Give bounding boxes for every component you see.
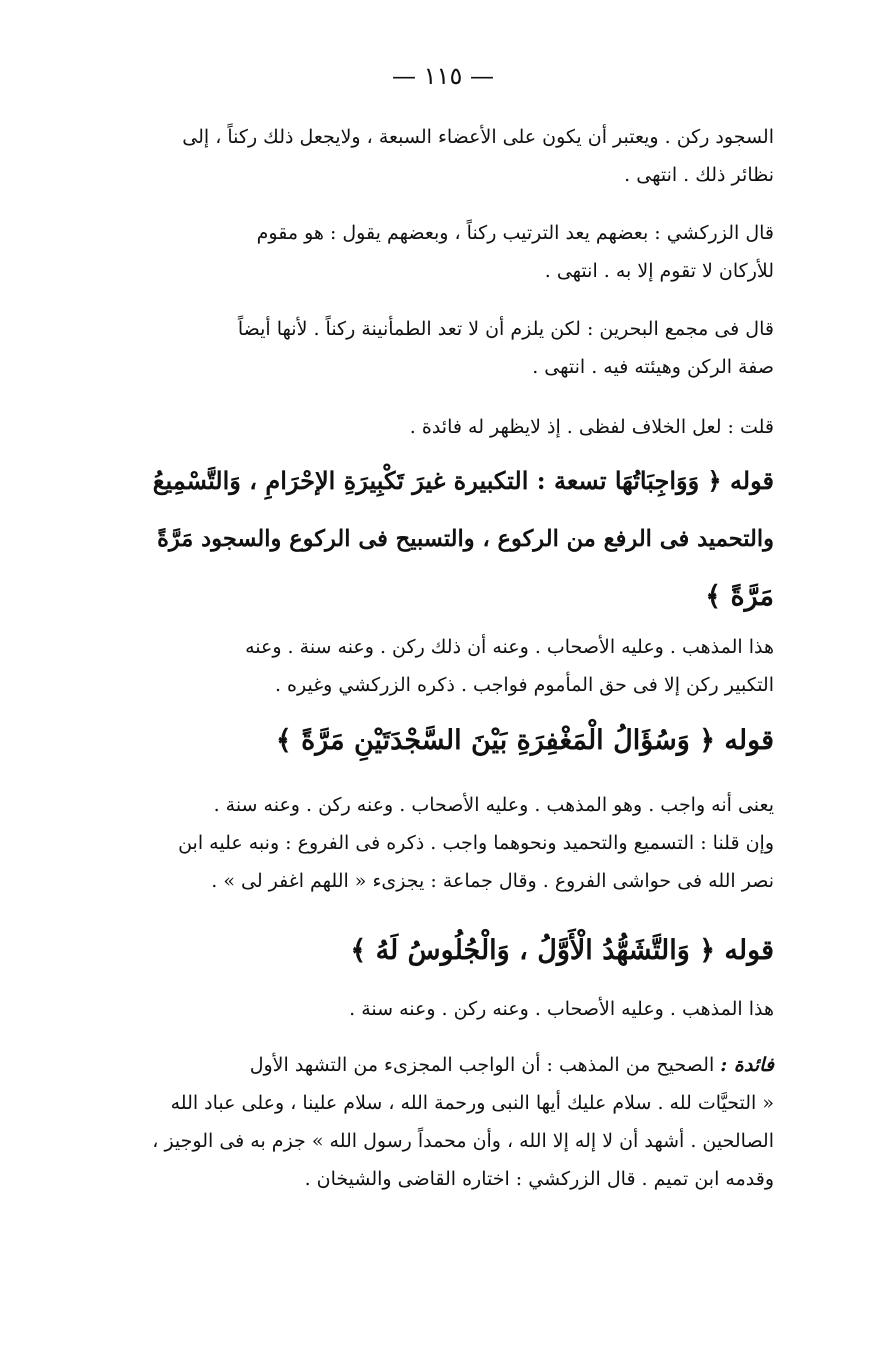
heading-line: مَرَّةً ﴾: [705, 581, 774, 612]
heading-line: قوله ﴿ وَوَاجِبَاتُهَا تسعة : التكبيرة غيرَ تَكْبِيرَةِ الإحْرَامِ ، وَالتَّسْمِيعُ: [152, 466, 774, 495]
paragraph: [152, 214, 774, 290]
text-line: قال الزركشي : بعضهم يعد الترتيب ركناً ، وبعضهم يقول : هو مقوم: [256, 222, 774, 244]
text-line: نصر الله فى حواشى الفروع . وقال جماعة : يجزىء « اللهم اغفر لى » .: [211, 870, 774, 892]
page-number: — ١١٥ —: [392, 62, 494, 90]
text-line: يعنى أنه واجب . وهو المذهب . وعليه الأصحاب . وعنه ركن . وعنه سنة .: [213, 794, 774, 816]
text-line: نظائر ذلك . انتهى .: [624, 164, 774, 186]
text-line: « التحيَّات لله . سلام عليك أيها النبى ورحمة الله ، سلام علينا ، وعلى عباد الله: [170, 1092, 774, 1114]
text-line: صفة الركن وهيئته فيه . انتهى .: [532, 356, 774, 378]
text-line: هذا المذهب . وعليه الأصحاب . وعنه أن ذلك ركن . وعنه سنة . وعنه: [245, 636, 774, 658]
text-line: هذا المذهب . وعليه الأصحاب . وعنه ركن . وعنه سنة .: [349, 998, 774, 1020]
text-line: التكبير ركن إلا فى حق المأموم فواجب . ذكره الزركشي وغيره .: [274, 674, 774, 696]
paragraph: [152, 786, 774, 900]
note-text: الصحيح من المذهب : أن الواجب المجزىء من التشهد الأول: [249, 1054, 715, 1076]
heading-quote: [152, 712, 774, 770]
text-line: قلت : لعل الخلاف لفظى . إذ لايظهر له فائدة .: [409, 416, 774, 438]
text-line: الصالحين . أشهد أن لا إله إلا الله ، وأن محمداً رسول الله » جزم به فى الوجيز ،: [152, 1130, 774, 1152]
heading-line: قوله ﴿ وَالتَّشَهُّدُ الْأَوَّلُ ، وَالْجُلُوسُ لَهُ ﴾: [350, 935, 774, 966]
heading-quote: [152, 452, 774, 626]
paragraph: [152, 310, 774, 386]
heading-quote: [152, 922, 774, 980]
text-line: للأركان لا تقوم إلا به . انتهى .: [544, 260, 774, 282]
paragraph: [152, 408, 774, 446]
text-line: قال فى مجمع البحرين : لكن يلزم أن لا تعد الطمأنينة ركناً . لأنها أيضاً: [237, 318, 774, 340]
text-line: السجود ركن . ويعتبر أن يكون على الأعضاء السبعة ، ولايجعل ذلك ركناً ، إلى: [182, 126, 774, 148]
text-line: وإن قلنا : التسميع والتحميد ونحوهما واجب . ذكره فى الفروع : ونبه عليه ابن: [178, 832, 774, 854]
heading-line: والتحميد فى الرفع من الركوع ، والتسبيح فى الركوع والسجود مَرَّةً: [157, 526, 774, 552]
paragraph: [152, 118, 774, 194]
note-paragraph: [152, 1046, 774, 1198]
text-line: [152, 1046, 774, 1084]
note-label: فائدة :: [720, 1054, 774, 1076]
paragraph: [152, 990, 774, 1028]
heading-line: قوله ﴿ وَسُؤَالُ الْمَغْفِرَةِ بَيْنَ السَّجْدَتَيْنِ مَرَّةً ﴾: [275, 725, 774, 756]
text-line: وقدمه ابن تميم . قال الزركشي : اختاره القاضى والشيخان .: [304, 1168, 774, 1190]
paragraph: [152, 628, 774, 704]
